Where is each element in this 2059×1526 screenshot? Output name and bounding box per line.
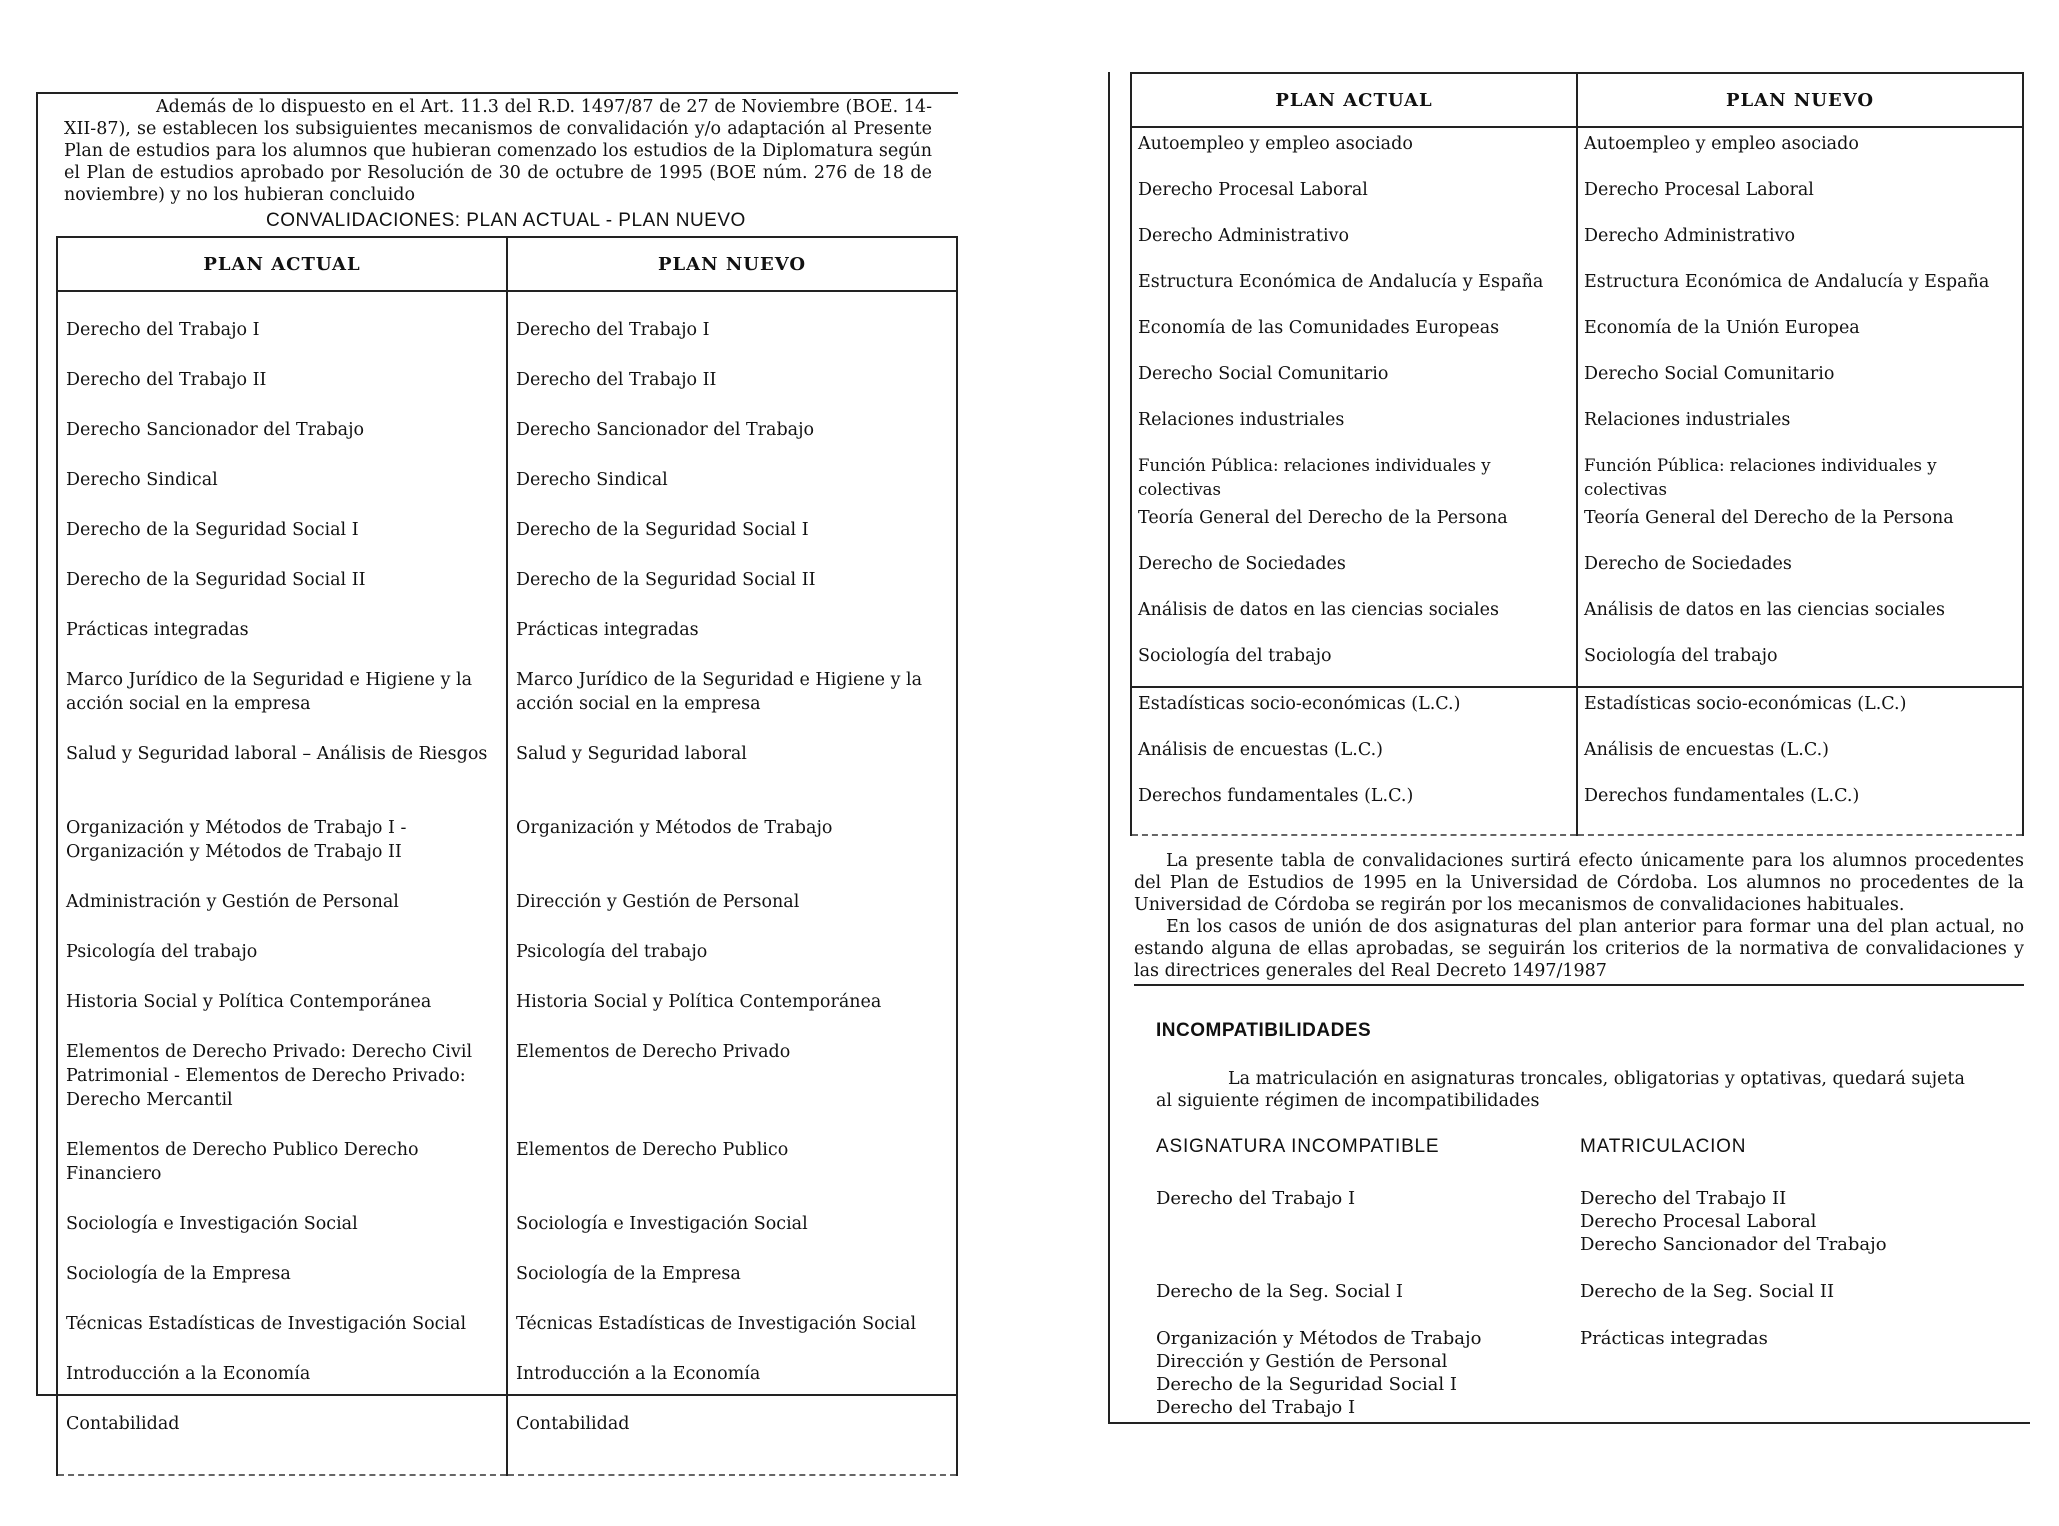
cell-actual: Autoempleo y empleo asociado	[1131, 127, 1577, 174]
table-header-row	[57, 237, 957, 291]
cell-nuevo: Dirección y Gestión de Personal	[507, 886, 957, 936]
cell-nuevo: Derecho Administrativo	[1577, 220, 2023, 266]
cell-nuevo: Autoempleo y empleo asociado	[1577, 127, 2023, 174]
table-row	[1131, 687, 2023, 734]
cell-actual: Teoría General del Derecho de la Persona	[1131, 502, 1577, 548]
cell-actual: Introducción a la Economía	[57, 1358, 507, 1408]
left-convalidation-table	[56, 236, 958, 1476]
cell-actual: Derecho Sindical	[57, 464, 507, 514]
right-convalidation-table	[1130, 72, 2024, 836]
cell-nuevo: Salud y Seguridad laboral	[507, 738, 957, 812]
cell-nuevo: Introducción a la Economía	[507, 1358, 957, 1408]
table-row	[57, 414, 957, 464]
cell-nuevo: Derecho del Trabajo I	[507, 314, 957, 364]
incomp-matriculacion-list	[1580, 1280, 1834, 1303]
table-row	[1131, 266, 2023, 312]
header-asignatura-incompatible: ASIGNATURA INCOMPATIBLE	[1156, 1136, 1440, 1157]
cell-actual: Análisis de encuestas (L.C.)	[1131, 734, 1577, 780]
list-item: Organización y Métodos de Trabajo	[1156, 1328, 1482, 1349]
cell-actual: Derecho del Trabajo II	[57, 364, 507, 414]
table-row	[57, 1208, 957, 1258]
cell-nuevo: Derecho Sindical	[507, 464, 957, 514]
table-row	[57, 464, 957, 514]
incomp-asignatura: Derecho de la Seg. Social I	[1156, 1281, 1403, 1302]
list-item: Derecho de la Seg. Social II	[1580, 1281, 1835, 1302]
cell-actual: Derechos fundamentales (L.C.)	[1131, 780, 1577, 835]
cell-nuevo: Derechos fundamentales (L.C.)	[1577, 780, 2023, 835]
header-matriculacion: MATRICULACION	[1580, 1136, 1747, 1157]
cell-nuevo: Historia Social y Política Contemporánea	[507, 986, 957, 1036]
incompatibilidades-intro	[1156, 1068, 1976, 1112]
cell-nuevo: Prácticas integradas	[507, 614, 957, 664]
cell-actual: Elementos de Derecho Publico Derecho Financiero	[57, 1134, 507, 1208]
header-plan-actual: PLAN ACTUAL	[57, 237, 507, 291]
header-plan-nuevo: PLAN NUEVO	[1577, 73, 2023, 127]
list-item: Derecho del Trabajo II	[1580, 1188, 1787, 1209]
cell-nuevo: Teoría General del Derecho de la Persona	[1577, 502, 2023, 548]
cell-actual: Derecho de la Seguridad Social I	[57, 514, 507, 564]
cell-nuevo: Elementos de Derecho Publico	[507, 1134, 957, 1208]
cell-nuevo: Derecho Procesal Laboral	[1577, 174, 2023, 220]
table-row	[1131, 404, 2023, 450]
cell-actual: Prácticas integradas	[57, 614, 507, 664]
cell-actual: Sociología de la Empresa	[57, 1258, 507, 1308]
cell-nuevo: Marco Jurídico de la Seguridad e Higiene y la acción social en la empresa	[507, 664, 957, 738]
table-row	[1131, 358, 2023, 404]
cell-actual: Contabilidad	[57, 1408, 507, 1458]
table-row	[57, 1134, 957, 1208]
cell-actual: Derecho del Trabajo I	[57, 314, 507, 364]
table-row	[57, 364, 957, 414]
cell-nuevo: Sociología de la Empresa	[507, 1258, 957, 1308]
cell-nuevo: Sociología del trabajo	[1577, 640, 2023, 687]
note-paragraph-1: La presente tabla de convalidaciones surtirá efecto únicamente para los alumnos procedentes del Plan de Estudios de 1995 en la Universidad de Córdoba. Los alumnos no procedentes de la Universidad de Córdoba se regirán por los mecanismos de convalidaciones habituales.	[1134, 851, 2024, 915]
cell-nuevo: Psicología del trabajo	[507, 936, 957, 986]
list-item: Derecho Sancionador del Trabajo	[1580, 1234, 1887, 1255]
table-row	[57, 564, 957, 614]
incomp-asignatura-list	[1156, 1327, 1481, 1419]
cell-actual: Relaciones industriales	[1131, 404, 1577, 450]
cell-nuevo: Derecho de la Seguridad Social I	[507, 514, 957, 564]
table-row	[57, 514, 957, 564]
cell-actual: Estructura Económica de Andalucía y España	[1131, 266, 1577, 312]
list-item: Prácticas integradas	[1580, 1328, 1768, 1349]
cell-nuevo: Estructura Económica de Andalucía y España	[1577, 266, 2023, 312]
incompatibilidades-intro-text: La matriculación en asignaturas troncales, obligatorias y optativas, quedará sujeta al siguiente régimen de incompatibilidades	[1156, 1069, 1965, 1111]
cell-actual: Salud y Seguridad laboral – Análisis de Riesgos	[57, 738, 507, 812]
cell-nuevo: Estadísticas socio-económicas (L.C.)	[1577, 687, 2023, 734]
table-row	[1131, 734, 2023, 780]
cell-actual: Marco Jurídico de la Seguridad e Higiene y la acción social en la empresa	[57, 664, 507, 738]
table-row	[1131, 502, 2023, 548]
cell-nuevo: Derecho de Sociedades	[1577, 548, 2023, 594]
table-row	[57, 1358, 957, 1408]
table-row	[1131, 174, 2023, 220]
cell-actual: Función Pública: relaciones individuales y colectivas	[1131, 450, 1577, 502]
cell-nuevo: Organización y Métodos de Trabajo	[507, 812, 957, 886]
cell-nuevo: Sociología e Investigación Social	[507, 1208, 957, 1258]
list-item: Derecho Procesal Laboral	[1580, 1211, 1817, 1232]
table-row	[57, 738, 957, 812]
intro-paragraph	[64, 96, 932, 206]
cell-actual: Organización y Métodos de Trabajo I - Organización y Métodos de Trabajo II	[57, 812, 507, 886]
cell-actual: Derecho Administrativo	[1131, 220, 1577, 266]
note-paragraph-2: En los casos de unión de dos asignaturas del plan anterior para formar una del plan actual, no estando alguna de ellas aprobadas, se seguirán los criterios de la normativa de convalidaciones y las directrices generales del Real Decreto 1497/1987	[1134, 917, 2024, 981]
cell-nuevo: Derecho Social Comunitario	[1577, 358, 2023, 404]
table-row	[57, 614, 957, 664]
cell-actual: Sociología e Investigación Social	[57, 1208, 507, 1258]
cell-nuevo: Análisis de encuestas (L.C.)	[1577, 734, 2023, 780]
table-row	[1131, 548, 2023, 594]
list-item: Derecho del Trabajo I	[1156, 1397, 1356, 1418]
header-plan-actual: PLAN ACTUAL	[1131, 73, 1577, 127]
intro-text: Además de lo dispuesto en el Art. 11.3 del R.D. 1497/87 de 27 de Noviembre (BOE. 14-XII-87), se establecen los subsiguientes mecanismos de convalidación y/o adaptación al Presente Plan de estudios para los alumnos que hubieran comenzado los estudios de la Diplomatura según el Plan de estudios aprobado por Resolución de 30 de octubre de 1995 (BOE núm. 276 de 18 de noviembre) y no los hubieran concluido	[64, 97, 932, 205]
table-row	[1131, 220, 2023, 266]
table-row	[57, 1408, 957, 1458]
cell-actual: Técnicas Estadísticas de Investigación Social	[57, 1308, 507, 1358]
incompatibilidades-title: INCOMPATIBILIDADES	[1156, 1020, 1372, 1041]
table-row	[1131, 127, 2023, 174]
cell-actual: Economía de las Comunidades Europeas	[1131, 312, 1577, 358]
table-row	[57, 1258, 957, 1308]
cell-actual: Psicología del trabajo	[57, 936, 507, 986]
table-row	[57, 986, 957, 1036]
cell-nuevo: Derecho del Trabajo II	[507, 364, 957, 414]
table-row	[57, 886, 957, 936]
cell-actual: Derecho de Sociedades	[1131, 548, 1577, 594]
table-row	[1131, 594, 2023, 640]
cell-actual: Derecho Sancionador del Trabajo	[57, 414, 507, 464]
table-row	[57, 664, 957, 738]
cell-nuevo: Derecho de la Seguridad Social II	[507, 564, 957, 614]
header-plan-nuevo: PLAN NUEVO	[507, 237, 957, 291]
table-row	[1131, 450, 2023, 502]
cell-actual: Análisis de datos en las ciencias sociales	[1131, 594, 1577, 640]
cell-actual: Administración y Gestión de Personal	[57, 886, 507, 936]
cell-nuevo: Contabilidad	[507, 1408, 957, 1458]
cell-actual: Sociología del trabajo	[1131, 640, 1577, 687]
table-row	[57, 936, 957, 986]
incomp-matriculacion-list	[1580, 1187, 1887, 1256]
table-row	[1131, 640, 2023, 687]
table-row	[57, 1308, 957, 1358]
convalidation-note	[1134, 850, 2024, 986]
cell-nuevo: Técnicas Estadísticas de Investigación Social	[507, 1308, 957, 1358]
convalidaciones-title: CONVALIDACIONES: PLAN ACTUAL - PLAN NUEVO	[266, 210, 746, 231]
table-row	[57, 812, 957, 886]
cell-nuevo: Derecho Sancionador del Trabajo	[507, 414, 957, 464]
table-row	[57, 1036, 957, 1134]
cell-actual: Derecho Social Comunitario	[1131, 358, 1577, 404]
cell-nuevo: Elementos de Derecho Privado	[507, 1036, 957, 1134]
cell-actual: Historia Social y Política Contemporánea	[57, 986, 507, 1036]
table-row	[1131, 312, 2023, 358]
table-header-row	[1131, 73, 2023, 127]
cell-actual: Derecho Procesal Laboral	[1131, 174, 1577, 220]
cell-nuevo: Relaciones industriales	[1577, 404, 2023, 450]
list-item: Derecho de la Seguridad Social I	[1156, 1374, 1457, 1395]
incomp-asignatura: Derecho del Trabajo I	[1156, 1188, 1356, 1209]
cell-nuevo: Función Pública: relaciones individuales y colectivas	[1577, 450, 2023, 502]
table-row	[57, 314, 957, 364]
cell-actual: Derecho de la Seguridad Social II	[57, 564, 507, 614]
cell-actual: Elementos de Derecho Privado: Derecho Civil Patrimonial - Elementos de Derecho Privado: Derecho Mercantil	[57, 1036, 507, 1134]
cell-nuevo: Economía de la Unión Europea	[1577, 312, 2023, 358]
incomp-matriculacion-list	[1580, 1327, 1768, 1350]
cell-nuevo: Análisis de datos en las ciencias sociales	[1577, 594, 2023, 640]
table-row	[1131, 780, 2023, 835]
cell-actual: Estadísticas socio-económicas (L.C.)	[1131, 687, 1577, 734]
list-item: Dirección y Gestión de Personal	[1156, 1351, 1448, 1372]
